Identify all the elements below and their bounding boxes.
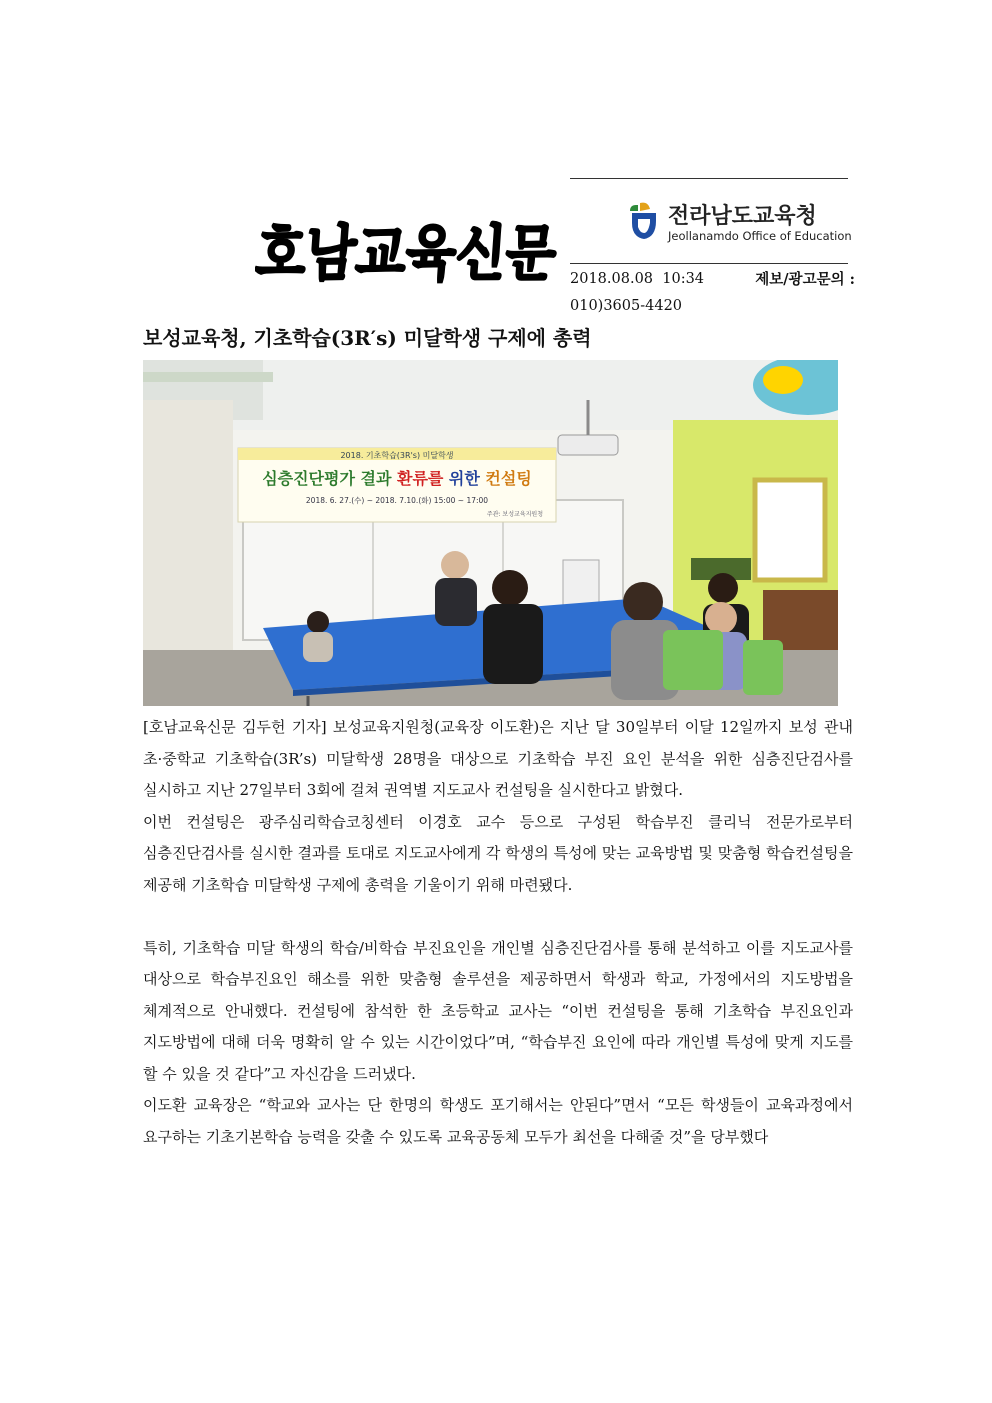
publish-date: 2018.08.08 xyxy=(570,271,654,287)
article-body xyxy=(143,712,853,1153)
education-office-emblem-icon xyxy=(626,201,660,241)
office-name-english: Jeollanamdo Office of Education xyxy=(668,229,852,243)
banner-line4: 주관: 보성교육지원청 xyxy=(486,511,543,518)
article-headline: 보성교육청, 기초학습(3R′s) 미달학생 구제에 총력 xyxy=(143,326,592,350)
article-paragraph: 이도환 교육장은 “학교와 교사는 단 한명의 학생도 포기해서는 안된다”면서 “모든 학생들이 교육과정에서 요구하는 기초기본학습 능력을 갖출 수 있도록 교육공동체 모두가 최선을 다해줄 것”을 당부했다 xyxy=(143,1096,853,1146)
article-photo xyxy=(143,360,838,706)
banner-line2-part-c: 위한 xyxy=(443,469,486,488)
publish-datetime xyxy=(570,266,704,293)
office-name-korean: 전라남도교육청 xyxy=(668,204,817,229)
masthead-logo-text: 호남교육신문 xyxy=(255,219,565,289)
banner-line2-part-a: 심층진단평가 결과 xyxy=(262,469,397,488)
article-paragraph: 특히, 기초학습 미달 학생의 학습/비학습 부진요인을 개인별 심층진단검사를 통해 분석하고 이를 지도교사를 대상으로 학습부진요인 해소를 위한 맞춤형 솔루션을 제공하면서 학생과 학교, 가정에서의 지도방법을 체계적으로 안내했다. 컨설팅에 참석한 한 초등학교 교사는 “이번 컨설팅을 통해 기초학습 부진요인과 지도방법에 대해 더욱 명확히 알 수 있는 시간이었다”며, “학습부진 요인에 따라 개인별 특성에 맞게 지도를 할 수 있을 것 같다”고 자신감을 드러냈다. xyxy=(143,938,853,1083)
banner-line3: 2018. 6. 27.(수) ~ 2018. 7.10.(화) 15:00 ~ 17:00 xyxy=(305,496,489,505)
article-paragraph: 이번 컨설팅은 광주심리학습코칭센터 이경호 교수 등으로 구성된 학습부진 클리닉 전문가로부터 심층진단검사를 실시한 결과를 토대로 지도교사에게 각 학생의 특성에 맞는 교육방법 및 맞춤형 학습컨설팅을 제공해 기초학습 미달학생 구제에 총력을 기울이기 위해 마련됐다. xyxy=(143,812,853,894)
contact-phone: 010)3605-4420 xyxy=(570,298,683,314)
banner-line2-part-b: 환류를 xyxy=(396,469,444,488)
banner-line2-part-d: 컨설팅 xyxy=(485,469,532,488)
publish-time: 10:34 xyxy=(662,271,705,287)
paragraph-spacer xyxy=(143,901,853,933)
article-paragraph: [호남교육신문 김두헌 기자] 보성교육지원청(교육장 이도환)은 지난 달 30일부터 이달 12일까지 보성 관내 초·중학교 기초학습(3R’s) 미달학생 28명을 대상으로 기초학습 부진 요인 분석을 위한 심층진단검사를 실시하고 지난 27일부터 3회에 걸쳐 권역별 지도교사 컨설팅을 실시한다고 밝혔다. xyxy=(143,718,853,799)
banner-line1: 2018. 기초학습(3R's) 미달학생 xyxy=(340,451,454,460)
dateline xyxy=(570,266,855,320)
banner-line2 xyxy=(262,469,532,488)
newspaper-masthead-logo xyxy=(255,196,565,296)
contact-label: 제보/광고문의 : xyxy=(755,271,855,288)
education-office-logo-box xyxy=(570,178,852,264)
